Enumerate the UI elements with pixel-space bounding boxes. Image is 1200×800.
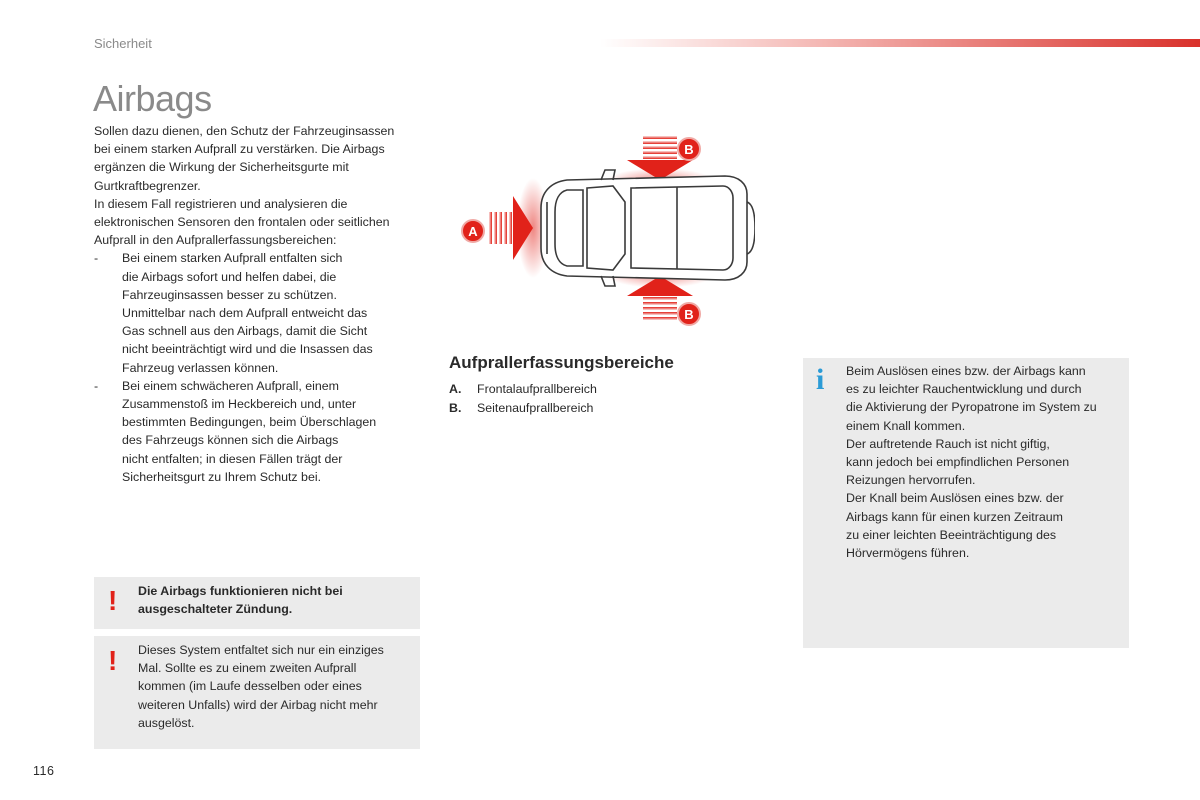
bullet-line: Sicherheitsgurt zu Ihrem Schutz bei.: [122, 469, 322, 484]
info-line: Reizungen hervorrufen.: [846, 473, 976, 488]
bullet-line: Fahrzeug verlassen können.: [122, 360, 279, 375]
warning-icon: !: [108, 645, 118, 676]
bullet-text: [122, 377, 429, 486]
zone-badge-b-top-label: B: [684, 142, 694, 157]
header-accent-bar: [600, 39, 1200, 47]
bullet-line: nicht entfalten; in diesen Fällen trägt der: [122, 451, 343, 466]
bullet-line: Zusammenstoß im Heckbereich und, unter: [122, 397, 357, 412]
bullet-item: [94, 249, 429, 376]
info-line: Der auftretende Rauch ist nicht giftig,: [846, 436, 1050, 451]
zone-badge-a: [462, 220, 484, 242]
warning-text: [138, 582, 410, 618]
info-line: zu einer leichten Beeinträchtigung des: [846, 527, 1057, 542]
zone-key: B.: [449, 400, 462, 415]
intro-text: [94, 122, 429, 486]
intro-line: elektronischen Sensoren den frontalen oder seitlichen: [94, 215, 390, 230]
car-impact-diagram: [455, 132, 755, 332]
zone-item: [449, 380, 597, 399]
zone-badge-a-label: A: [468, 224, 478, 239]
zones-list: [449, 380, 597, 417]
page-number: 116: [33, 764, 55, 778]
section-label: Sicherheit: [94, 36, 152, 51]
bullet-line: Bei einem schwächeren Aufprall, einem: [122, 378, 339, 393]
bullet-line: die Airbags sofort und helfen dabei, die: [122, 269, 337, 284]
bullet-item: [94, 377, 429, 486]
intro-line: Gurtkraftbegrenzer.: [94, 178, 201, 193]
bullet-dash: -: [94, 378, 99, 393]
intro-line: bei einem starken Aufprall zu verstärken. Die Airbags: [94, 142, 385, 157]
zone-item: [449, 399, 597, 418]
info-box: [803, 358, 1129, 648]
intro-line: In diesem Fall registrieren und analysieren die: [94, 196, 348, 211]
intro-line: Sollen dazu dienen, den Schutz der Fahrzeuginsassen: [94, 124, 395, 138]
warning-line: Mal. Sollte es zu einem zweiten Aufprall: [138, 661, 357, 676]
warning-line: ausgelöst.: [138, 715, 195, 730]
warning-icon: !: [108, 585, 118, 616]
info-line: kann jedoch bei empfindlichen Personen: [846, 455, 1070, 470]
warning-box-single-use: [94, 636, 420, 749]
info-line: Hörvermögens führen.: [846, 546, 970, 561]
intro-line: ergänzen die Wirkung der Sicherheitsgurte mit: [94, 160, 349, 175]
bullet-line: Fahrzeuginsassen besser zu schützen.: [122, 287, 337, 302]
bullet-line: Gas schnell aus den Airbags, damit die Sicht: [122, 324, 368, 339]
warning-line: Die Airbags funktionieren nicht bei: [138, 584, 343, 598]
warning-text: [138, 641, 410, 732]
info-line: die Aktivierung der Pyropatrone im System zu: [846, 400, 1097, 415]
bullet-dash: -: [94, 251, 99, 266]
info-text: [846, 362, 1124, 562]
zone-label: Seitenaufprallbereich: [477, 400, 594, 415]
zone-badge-b-bottom: [678, 303, 700, 325]
bullet-line: des Fahrzeugs können sich die Airbags: [122, 433, 339, 448]
info-line: Beim Auslösen eines bzw. der Airbags kann: [846, 364, 1086, 378]
zone-label: Frontalaufprallbereich: [477, 382, 597, 396]
bullet-line: nicht beeinträchtigt wird und die Insassen das: [122, 342, 373, 357]
zone-badge-b-top: [678, 138, 700, 160]
zone-key: A.: [449, 382, 462, 396]
intro-line: Aufprall in den Aufprallerfassungsbereichen:: [94, 233, 337, 248]
info-line: es zu leichter Rauchentwicklung und durch: [846, 382, 1082, 397]
zones-title: Aufprallerfassungsbereiche: [449, 353, 674, 372]
info-line: Der Knall beim Auslösen eines bzw. der: [846, 491, 1064, 506]
warning-line: kommen (im Laufe desselben oder eines: [138, 679, 362, 694]
bullet-line: bestimmten Bedingungen, beim Überschlagen: [122, 415, 377, 430]
warning-line: weiteren Unfalls) wird der Airbag nicht mehr: [138, 697, 378, 712]
bullet-text: [122, 249, 429, 376]
warning-line: ausgeschalteter Zündung.: [138, 602, 293, 617]
zone-badge-b-bottom-label: B: [684, 307, 694, 322]
info-line: Airbags kann für einen kurzen Zeitraum: [846, 509, 1063, 524]
warning-line: Dieses System entfaltet sich nur ein einziges: [138, 643, 384, 657]
bullet-line: Unmittelbar nach dem Aufprall entweicht das: [122, 306, 368, 321]
car-top-view: [541, 170, 755, 286]
bullet-line: Bei einem starken Aufprall entfalten sich: [122, 251, 343, 266]
info-icon: i: [816, 363, 825, 396]
info-line: einem Knall kommen.: [846, 418, 966, 433]
warning-box-ignition: [94, 577, 420, 629]
page-title: Airbags: [93, 78, 212, 119]
